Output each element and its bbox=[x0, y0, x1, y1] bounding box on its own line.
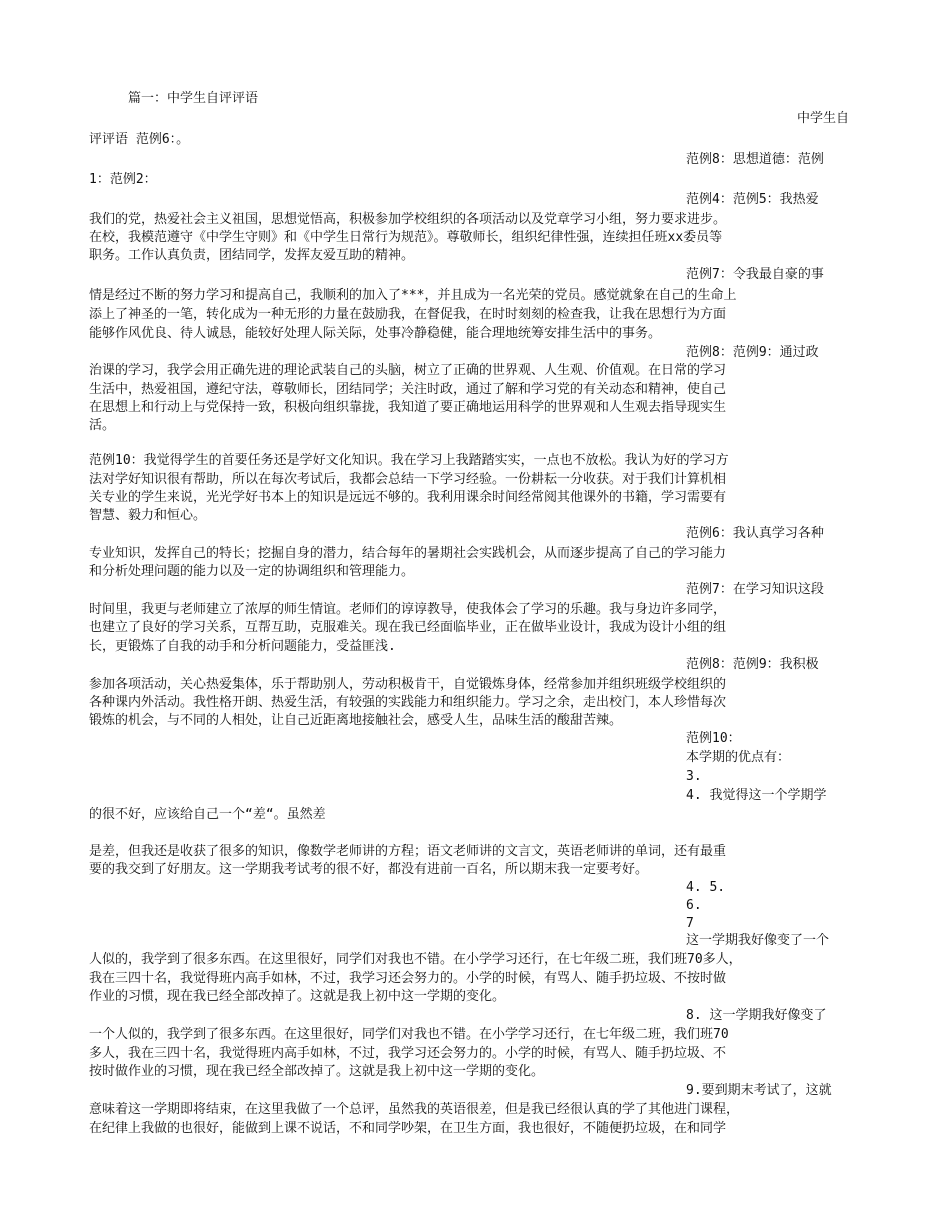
text-line: 活。 bbox=[89, 418, 116, 433]
text-line: 范例10：我觉得学生的首要任务还是学好文化知识。我在学习上我踏踏实实，一点也不放松。我认为好的学习方 bbox=[89, 453, 729, 468]
text-line: 也建立了良好的学习关系，互帮互助，克服难关。现在我已经面临毕业，正在做毕业设计，我成为设计小组的组 bbox=[89, 620, 727, 635]
text-line: 法对学好知识很有帮助，所以在每次考试后，我都会总结一下学习经验。一份耕耘一分收获。对于我们计算机相 bbox=[89, 472, 727, 487]
text-line: 按时做作业的习惯，现在我已经全部改掉了。这就是我上初中这一学期的变化。 bbox=[89, 1064, 545, 1079]
text-line: 意味着这一学期即将结束，在这里我做了一个总评，虽然我的英语很差，但是我已经很认真的学了其他进门课程， bbox=[89, 1102, 740, 1117]
text-line: 智慧、毅力和恒心。 bbox=[89, 508, 207, 523]
text-line: 生活中，热爱祖国，遵纪守法，尊敬师长，团结同学；关注时政，通过了解和学习党的有关动态和精神，使自己 bbox=[89, 382, 727, 397]
text-line: 3. bbox=[686, 769, 702, 784]
text-line: 锻炼的机会，与不同的人相处，让自己近距离地接触社会，感受人生，品味生活的酸甜苦辣。 bbox=[89, 713, 623, 728]
text-line: 这一学期我好像变了一个 bbox=[686, 933, 830, 948]
text-line: 范例8：思想道德：范例 bbox=[686, 152, 824, 167]
text-line: 7 bbox=[686, 916, 694, 931]
text-line: 作业的习惯，现在我已经全部改掉了。这就是我上初中这一学期的变化。 bbox=[89, 989, 506, 1004]
text-line: 范例7：令我最自豪的事 bbox=[686, 267, 824, 282]
text-line: 人似的，我学到了很多东西。在这里很好，同学们对我也不错。在小学学习还行，在七年级二班，我们班70多人， bbox=[89, 952, 742, 967]
text-line: 范例10： bbox=[686, 731, 741, 746]
text-line: 9.要到期末考试了，这就 bbox=[686, 1083, 832, 1098]
text-line: 范例8：范例9：通过政 bbox=[686, 345, 819, 360]
text-line: 范例4：范例5：我热爱 bbox=[686, 192, 819, 207]
text-line: 的很不好，应该给自己一个“差“。虽然差 bbox=[89, 807, 326, 822]
text-line: 4. 5. bbox=[686, 880, 726, 895]
text-line: 中学生自 bbox=[797, 111, 850, 126]
text-line: 我在三四十名，我觉得班内高手如林，不过，我学习还会努力的。小学的时候，有骂人、随手扔垃圾、不按时做 bbox=[89, 971, 727, 986]
document-heading: 篇一：中学生自评评语 bbox=[128, 91, 259, 106]
text-line: 要的我交到了好朋友。这一学期我考试考的很不好，都没有进前一百名，所以期末我一定要考好。 bbox=[89, 862, 649, 877]
text-line: 8. 这一学期我好像变了 bbox=[686, 1008, 827, 1023]
text-line: 1：范例2： bbox=[89, 172, 157, 187]
text-line: 多人，我在三四十名，我觉得班内高手如林，不过，我学习还会努力的。小学的时候，有骂人、随手扔垃圾、不 bbox=[89, 1046, 727, 1061]
text-line: 我们的党，热爱社会主义祖国，思想觉悟高，积极参加学校组织的各项活动以及党章学习小组，努力要求进步。 bbox=[89, 212, 727, 227]
text-line: 时间里，我更与老师建立了浓厚的师生情谊。老师们的谆谆教导，使我体会了学习的乐趣。我与身边许多同学， bbox=[89, 602, 727, 617]
text-line: 是差，但我还是收获了很多的知识，像数学老师讲的方程；语文老师讲的文言文，英语老师讲的单词，还有最重 bbox=[89, 844, 727, 859]
text-line: 在校，我模范遵守《中学生守则》和《中学生日常行为规范》。尊敬师长，组织纪律性强，连续担任班xx委员等 bbox=[89, 230, 723, 245]
text-line: 和分析处理问题的能力以及一定的协调组织和管理能力。 bbox=[89, 564, 415, 579]
text-line: 添上了神圣的一笔，转化成为一种无形的力量在鼓励我，在督促我，在时时刻刻的检查我，让我在思想行为方面 bbox=[89, 307, 727, 322]
text-line: 4. 我觉得这一个学期学 bbox=[686, 788, 827, 803]
text-line: 在思想上和行动上与党保持一致，积极向组织靠拢，我知道了要正确地运用科学的世界观和人生观去指导现实生 bbox=[89, 400, 727, 415]
text-line: 本学期的优点有： bbox=[686, 750, 791, 765]
text-line: 治课的学习，我学会用正确先进的理论武装自己的头脑，树立了正确的世界观、人生观、价值观。在日常的学习 bbox=[89, 363, 727, 378]
text-line: 范例8：范例9：我积极 bbox=[686, 657, 819, 672]
text-line: 6. bbox=[686, 898, 702, 913]
text-line: 情是经过不断的努力学习和提高自己，我顺利的加入了***，并且成为一名光荣的党员。感觉就象在自己的生命上 bbox=[89, 288, 737, 303]
text-line: 一个人似的，我学到了很多东西。在这里很好，同学们对我也不错。在小学学习还行，在七年级二班，我们班70 bbox=[89, 1027, 729, 1042]
text-line: 职务。工作认真负责，团结同学，发挥友爱互助的精神。 bbox=[89, 248, 415, 263]
text-line: 能够作风优良、待人诚恳，能较好处理人际关际，处事冷静稳健，能合理地统筹安排生活中的事务。 bbox=[89, 326, 662, 341]
text-line: 范例6：我认真学习各种 bbox=[686, 526, 824, 541]
text-line: 范例7：在学习知识这段 bbox=[686, 582, 824, 597]
text-line: 评评语 范例6：。 bbox=[89, 132, 190, 147]
text-line: 在纪律上我做的也很好，能做到上课不说话，不和同学吵架，在卫生方面，我也很好，不随便扔垃圾，在和同学 bbox=[89, 1121, 727, 1136]
text-line: 长，更锻炼了自我的动手和分析问题能力，受益匪浅. bbox=[89, 639, 396, 654]
text-line: 关专业的学生来说，光光学好书本上的知识是远远不够的。我利用课余时间经常阅其他课外的书籍，学习需要有 bbox=[89, 490, 727, 505]
text-line: 参加各项活动，关心热爱集体，乐于帮助别人，劳动积极肯干，自觉锻炼身体，经常参加并组织班级学校组织的 bbox=[89, 677, 727, 692]
text-line: 各种课内外活动。我性格开朗、热爱生活，有较强的实践能力和组织能力。学习之余，走出校门，本人珍惜每次 bbox=[89, 695, 727, 710]
text-line: 专业知识，发挥自己的特长；挖掘自身的潜力，结合每年的暑期社会实践机会，从而逐步提高了自己的学习能力 bbox=[89, 546, 727, 561]
